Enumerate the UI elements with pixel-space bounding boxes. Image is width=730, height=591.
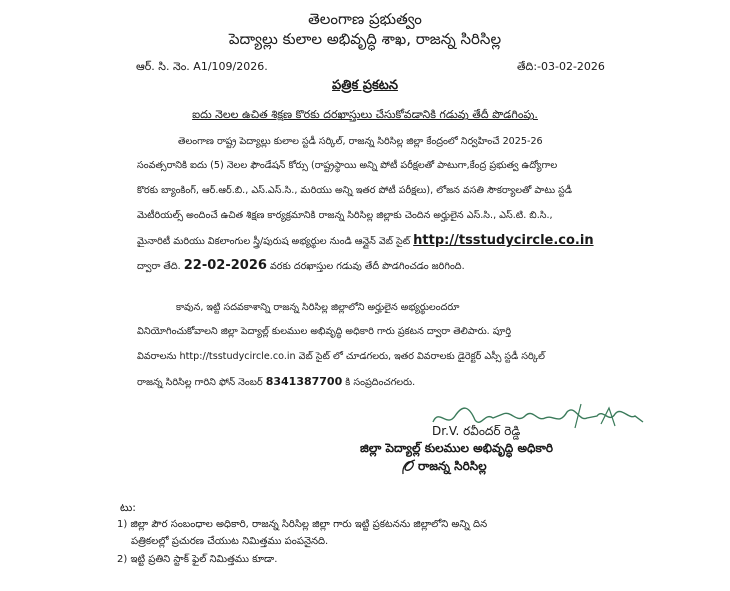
signatory-name: Dr.V. రవీందర్ రెడ్డి [432,424,521,438]
paragraph1-line6 [137,258,465,274]
paragraph1-line1: తెలంగాణ రాష్ట్ర పెద్యాల్లు కులాల స్టడీ సర్కిల్, రాజన్న సిరిసిల్ల జిల్లా కేంద్రంలో నిర్వహించే 2025-26 [178,136,543,147]
subject-text: ఐదు నెలల ఉచిత శిక్షణ కొరకు దరఖాస్తులు చేసుకోవడానికి గడువు తేదీ పొడగింపు. [192,108,538,121]
paragraph1-line6-post: వరకు దరఖాస్తుల గడువు తేదీ పొడగించడం జరిగింది. [266,261,465,272]
paragraph1-line6-pre: ద్వారా తేది. [137,261,184,272]
document-title [0,78,730,96]
paragraph1-line3: కొరకు బ్యాంకింగ్, ఆర్.ఆర్.బి., ఎస్.ఎస్.సి., మరియు అన్ని ఇతర పోటీ పరీక్షలు), లోజన వసతి సౌకర్యాలతో పాటు స్టడీ [137,185,572,196]
copy-to-item2: 2) ఇట్టి ప్రతిని స్టాక్ ఫైల్ నిమిత్తము కూడా. [117,554,278,565]
reference-number: ఆర్. సి. నెం. A1/109/2026. [136,60,268,73]
copy-to-label: టు: [120,501,137,514]
paragraph2-line4-pre: రాజన్న సిరిసిల్ల గారిని ఫోన్ నెంబర్ [137,377,266,388]
website-link[interactable]: http://tsstudycircle.co.in [413,233,594,248]
copy-to-item1-line1: 1) జిల్లా పౌర సంబంధాల అధికారి, రాజన్న సిరిసిల్ల జిల్లా గారు ఇట్టి ప్రకటనను జిల్లాలోని అన్ని దిన [117,519,488,530]
department-header: పెద్యాల్లు కులాల అభివృద్ధి శాఖ, రాజన్న సిరిసిల్ల [228,30,502,48]
paragraph1-line5-text: మైనారిటీ మరియు వికలాంగుల స్త్రీ/పురుష అభ్యర్థుల నుండి ఆన్లైన్ వెబ్ సైట్ [137,236,414,247]
paragraph2-line4-post: కి సంప్రదించగలరు. [342,377,416,388]
document-date: తేది:-03-02-2026 [517,60,605,73]
deadline-date: 22-02-2026 [183,258,267,273]
phone-number: 8341387700 [265,375,343,388]
paragraph2-line1: కావున, ఇట్టి సదవకాశాన్ని రాజన్న సిరిసిల్ల జిల్లాలోని అర్హులైన అభ్యర్థులందరూ [176,302,460,313]
paragraph1-line2: సంవత్సరానికి ఐదు (5) నెలల ఫౌండేషన్ కోర్సు (రాష్ట్రస్థాయి అన్ని పోటీ పరీక్షలతో పాటుగా,కేంద్ర ప్రభుత్వ ఉద్యోగాల [137,160,558,171]
paragraph2-line2: వినియోగించుకోవాలని జిల్లా పెద్యాల్ల్ కులముల అభివృద్ధి అధికారి గారు ప్రకటన ద్వారా తెలిపారు. పూర్తి [137,326,512,337]
document-title-text: పత్రిక ప్రకటన [332,78,398,93]
signature-flourish-icon [400,456,418,478]
copy-to-item1-line2: పత్రికలల్లో ప్రచురణ చేయుట నిమిత్తము పంపనైనది. [131,536,329,547]
signatory-place: రాజన్న సిరిసిల్ల [418,459,487,473]
paragraph1-line4: మెటీరియల్స్ అందించే ఉచిత శిక్షణ కార్యక్రమానికి రాజన్న సిరిసిల్ల జిల్లాకు చెందిన అర్హులైన ఎస్.సి., ఎస్.టి. బి.సి., [137,210,553,221]
subject-line [0,108,730,124]
government-header: తెలంగాణ ప్రభుత్వం [308,10,422,28]
paragraph2-line3: వివరాలను http://tsstudycircle.co.in వెబ్ సైట్ లో చూడగలరు, ఇతర వివరాలకు డైరెక్టర్ ఎస్సీ స్టడీ సర్కిల్ [137,351,545,362]
paragraph1-line5 [137,233,594,249]
signatory-designation: జిల్లా పెద్యాల్ల్ కులముల అభివృద్ధి అధికారి [360,441,554,455]
paragraph2-line4 [137,375,415,390]
